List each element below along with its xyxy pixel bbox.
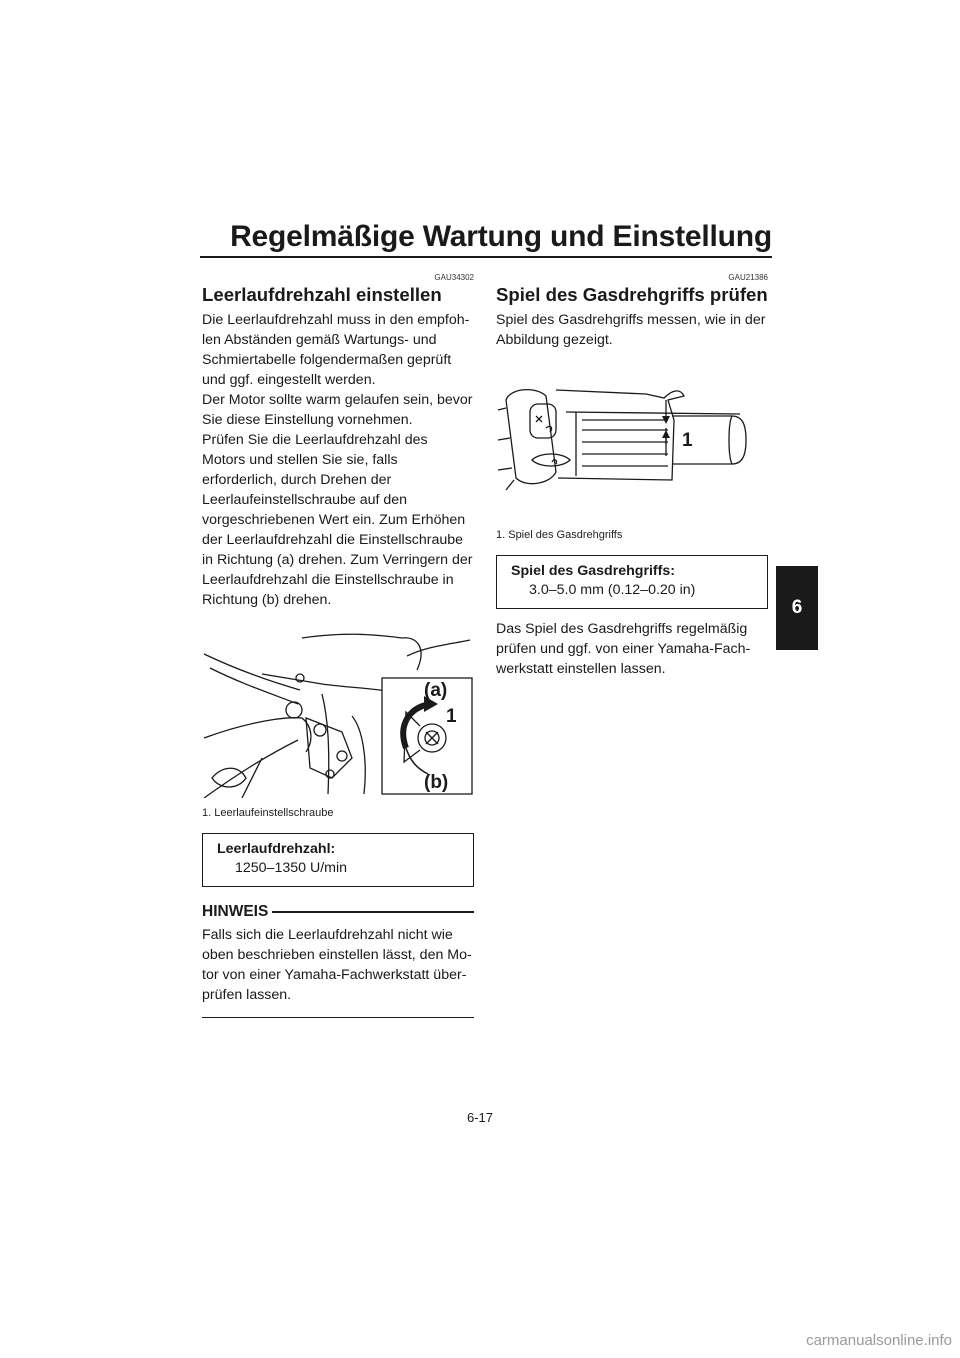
figure-label-1: 1 [446, 706, 457, 727]
spec-label: Spiel des Gasdrehgriffs: [511, 563, 675, 579]
paragraph: Spiel des Gasdrehgriffs messen, wie in der Abbildung gezeigt. [496, 312, 766, 348]
paragraph: Prüfen Sie die Leerlaufdrehzahl des Motors und stellen Sie sie, falls erforderlich, durch Drehen der Leerlaufeinstellschraube auf den vorgeschriebenen Wert ein. Zum Erhöhen der Leerlaufdrehzahl die Einstellschraube in Richtung (a) drehen. Zum Verringern der Leerlaufdrehzahl die Einstellschraube in Richtung (b) drehen. [202, 432, 473, 608]
left-column [202, 272, 474, 1018]
spec-box [202, 833, 474, 887]
figure-label-b: (b) [424, 772, 449, 793]
section-heading: Leerlaufdrehzahl einstellen [202, 284, 442, 305]
throttle-grip-figure [496, 380, 768, 505]
paragraph: Der Motor sollte warm gelaufen sein, bevor Sie diese Einstellung vornehmen. [202, 392, 473, 428]
figure-caption: 1. Spiel des Gasdrehgriffs [496, 529, 623, 541]
figure-caption: 1. Leerlaufeinstellschraube [202, 807, 334, 819]
spec-label: Leerlaufdrehzahl: [217, 841, 336, 857]
note-rule [272, 911, 474, 912]
right-column [496, 272, 768, 679]
idle-screw-illustration [202, 628, 474, 798]
section-code: GAU21386 [728, 273, 768, 282]
paragraph: Das Spiel des Gasdrehgriffs regelmäßig prüfen und ggf. von einer Yamaha-Fachwerkstatt einstellen lassen. [496, 621, 751, 677]
spec-value: 3.0–5.0 mm (0.12–0.20 in) [529, 582, 696, 598]
spec-box [496, 555, 768, 609]
note-title: HINWEIS [202, 903, 269, 920]
note-text: Falls sich die Leerlaufdrehzahl nicht wie oben beschrieben einstellen lässt, den Motor von einer Yamaha-Fachwerkstatt überprüfen lassen. [202, 927, 472, 1003]
section-code: GAU34302 [434, 273, 474, 282]
note-header [202, 903, 474, 921]
spec-value: 1250–1350 U/min [235, 860, 348, 876]
section-heading: Spiel des Gasdrehgriffs prüfen [496, 284, 768, 305]
note-end-rule [202, 1017, 474, 1018]
throttle-grip-illustration [496, 380, 768, 500]
title-rule [200, 256, 772, 258]
page-number: 6-17 [466, 1110, 494, 1125]
chapter-tab: 6 [776, 566, 818, 650]
page-title: Regelmäßige Wartung und Einstellung [230, 220, 772, 253]
idle-screw-figure [202, 628, 474, 803]
figure-label-a: (a) [424, 680, 448, 701]
paragraph: Die Leerlaufdrehzahl muss in den empfohlen Abständen gemäß Wartungs- und Schmiertabelle folgendermaßen geprüft und ggf. eingestellt werden. [202, 312, 470, 388]
watermark-text: carmanualsonline.info [806, 1332, 952, 1349]
figure-label-1: 1 [682, 430, 693, 451]
